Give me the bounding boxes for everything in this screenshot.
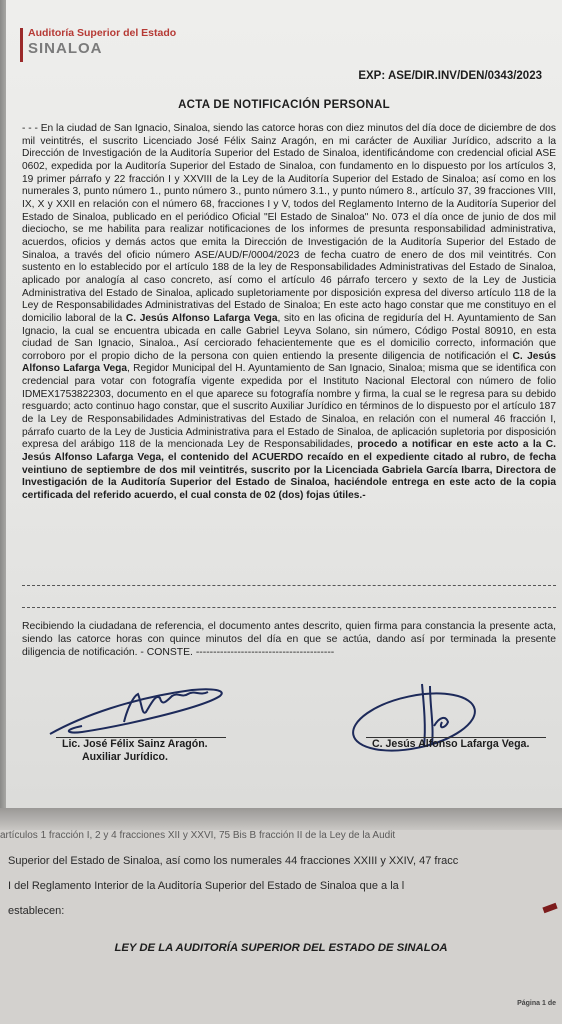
signer-left-name: Lic. José Félix Sainz Aragón. [62, 738, 208, 750]
org-logo-line1: Auditoría Superior del Estado [28, 27, 177, 39]
page-fold-shadow [0, 808, 562, 830]
logo-accent-bar [20, 28, 23, 62]
cut-off-text-line: artículos 1 fracción I, 2 y 4 fracciones XII y XXVI, 75 Bis B fracción II de la Ley de la Audit [0, 830, 396, 841]
second-page-line: establecen: [8, 905, 65, 917]
document-title: ACTA DE NOTIFICACIÓN PERSONAL [178, 99, 390, 111]
dashed-separator [22, 585, 556, 586]
person-name: C. Jesús Alfonso Lafarga Vega [22, 350, 556, 375]
expediente-number: EXP: ASE/DIR.INV/DEN/0343/2023 [358, 70, 542, 82]
main-paragraph [22, 123, 556, 503]
law-title: LEY DE LA AUDITORÍA SUPERIOR DEL ESTADO DE SINALOA [114, 942, 448, 954]
paragraph-text: , Regidor Municipal del H. Ayuntamiento de San Ignacio, Sinaloa; misma que se identifica con credencial para votar con fotografía vigente expedida por el Instituto Nacional Electoral con número de folio IDMEX1753822303, documento en el que aparece su fotografía nombre y firma, la cual se le regresa para su debido resguardo; acto continuo hago constar, que el suscrito Auxiliar Jurídico en términos de lo dispuesto por el artículo 187 de la Ley de Responsabilidades Administrativas del Estado de Sinaloa, en relación con el numeral 46 fracción I, párrafo cuarto de la Ley de Justicia Administrativa para el Estado de Sinaloa, de aplicación supletoria por disposición expresa del arábigo 118 de la mencionada Ley de Responsabilidades, [22, 363, 556, 451]
second-page-line: I del Reglamento Interior de la Auditoría Superior del Estado de Sinaloa que a la l [8, 880, 405, 892]
page-number: Página 1 de [517, 1000, 556, 1007]
paragraph-text: - - - En la ciudad de San Ignacio, Sinaloa, siendo las catorce horas con diez minutos del día doce de diciembre de dos mil veintitrés, el suscrito Licenciado José Félix Sainz Aragón, en mi carácter de Auxiliar Jurídico, adscrito a la Dirección de Investigación de la Auditoría Superior del Estado de Sinaloa, identificándome con credencial oficial ASE 0602, expedida por la Auditoría Superior del Estado de Sinaloa, con fundamento en lo dispuesto por los artículos 3, 19 primer párrafo y 22 fracción I y XXVIII de la Ley de la Auditoría Superior del Estado de Sinaloa; así como en los numerales 3, punto número 1., punto número 3., punto número 3.1., y punto número 8., artículo 37, 39 fracciones VIII, IX, X y XXII en relación con el número 68, fracciones I y V, todos del Reglamento Interno de la Auditoría Superior del Estado de Sinaloa, publicado en el periódico Oficial "El Estado de Sinaloa" No. 073 el día once de junio de dos mil dieciocho, se me habilita para realizar notificaciones de los informes de presunta responsabilidad administrativa, acuerdos, oficios y demás actos que emita la Dirección de Investigación de la Auditoría Superior del Estado de Sinaloa, a través del oficio número ASE/AUD/F/0004/2023 de fecha cuatro de enero de dos mil veintitrés. Con sustento en lo establecido por el artículo 188 de la ley de Responsabilidades Administrativas del Estado de Sinaloa, aplicado por analogía al caso concreto, así como el artículo 46 párrafo tercero y sexto de la Ley de Justicia Administrativa del Estado de Sinaloa, aplicado supletoriamente por disposición expresa del diverso artículo 118 de la Ley de Responsabilidades Administrativas del Estado de Sinaloa; En este acto hago constar que me constituyo en el domicilio laboral de la [22, 123, 556, 324]
document-page [6, 0, 562, 808]
closing-paragraph: Recibiendo la ciudadana de referencia, el documento antes descrito, quien firma para constancia la presente acta, siendo las catorce horas con quince minutos del día en que se actúa, dando así por terminada la presente diligencia de notificación. - CONSTE. ---------------------------------------- [22, 621, 556, 658]
second-page-line: Superior del Estado de Sinaloa, así como los numerales 44 fracciones XXIII y XXIV, 47 fracc [8, 855, 459, 867]
org-logo-line2: SINALOA [28, 40, 103, 57]
signature-left-image [42, 676, 242, 746]
signer-right-name: C. Jesús Alfonso Lafarga Vega. [372, 738, 530, 750]
dashed-separator [22, 607, 556, 608]
paragraph-text: , sito en las oficina de regiduría del H. Ayuntamiento de San Ignacio, la cual se encuentra ubicada en calle Gabriel Leyva Solano, sin número, Código Postal 80910, en esta ciudad de San Ignacio, Sinaloa., Así cerciorado fehacientemente que es el domicilio correcto, información que corroboro por el propio dicho de la persona con quien entiendo la presente diligencia de notificación el [22, 312, 556, 362]
notification-statement: procedo a notificar en este acto a la C. Jesús Alfonso Lafarga Vega, el contenido del ACUERDO recaído en el expediente citado al rubro, de fecha veintiuno de septiembre de dos mil veintitrés, suscrito por la Licenciada Gabriela García Ibarra, Directora de Investigación de la Auditoría Superior del Estado de Sinaloa, haciéndole entrega en este acto de la copia certificada del referido acuerdo, el cual consta de 02 (dos) fojas útiles.- [22, 439, 556, 502]
signer-left-role: Auxiliar Jurídico. [82, 751, 168, 763]
person-name: C. Jesús Alfonso Lafarga Vega [125, 312, 278, 324]
